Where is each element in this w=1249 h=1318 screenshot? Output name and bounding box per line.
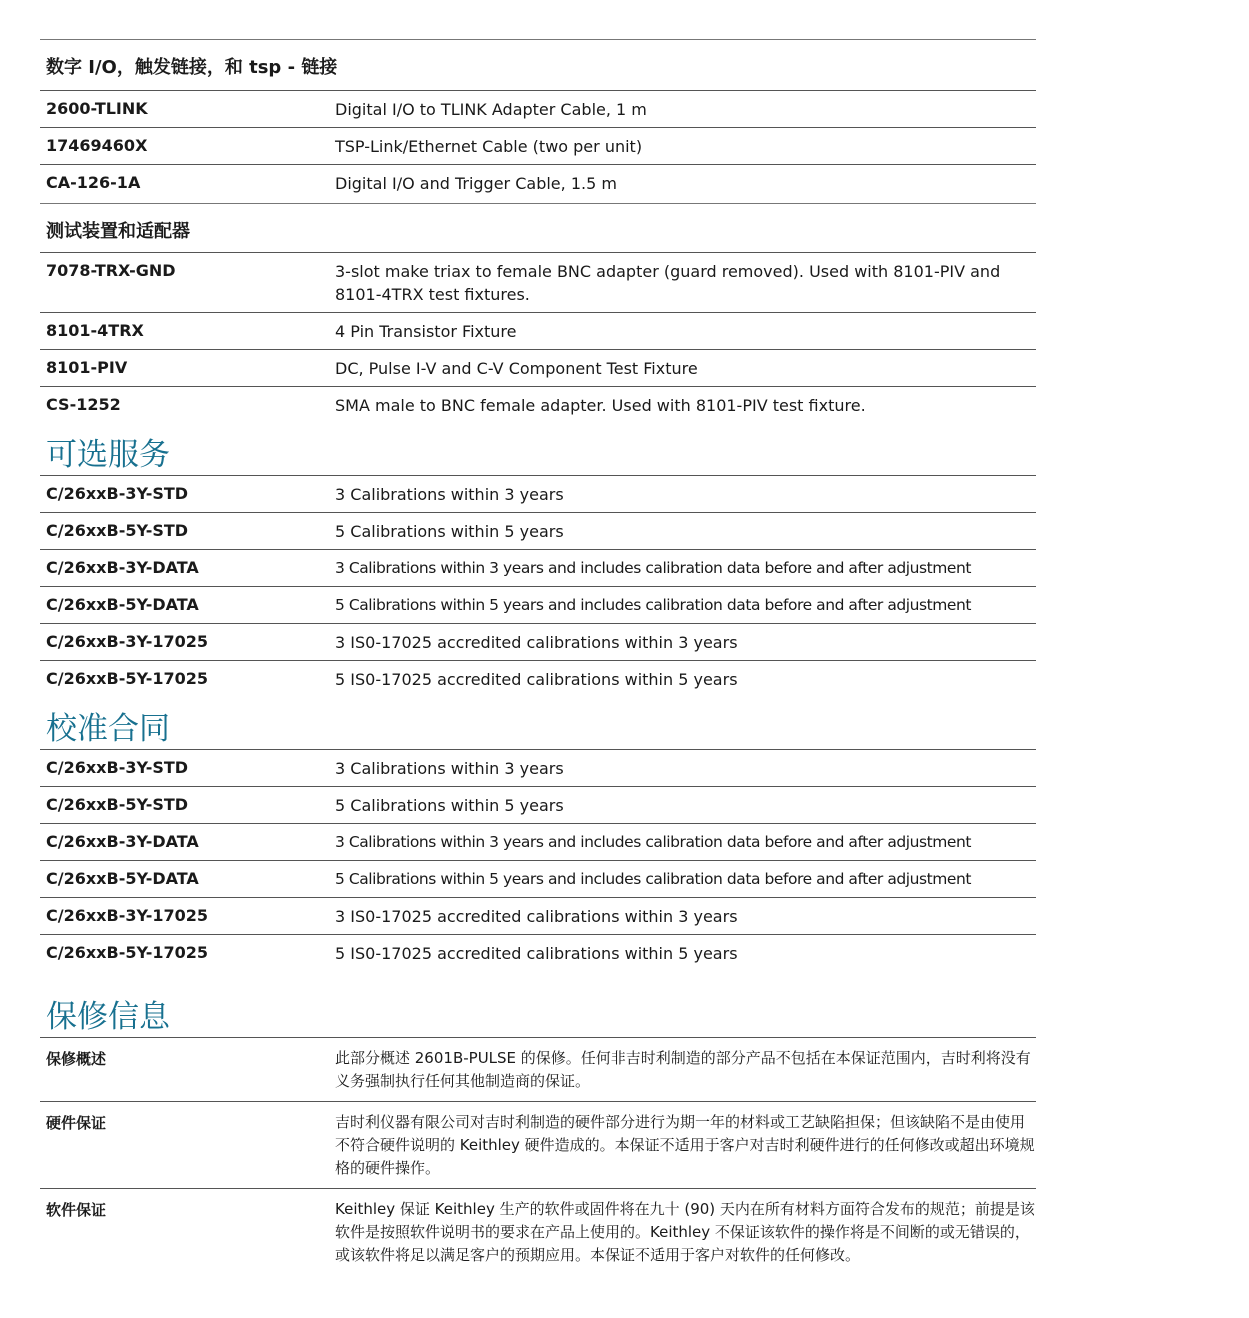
table-row — [40, 749, 1036, 786]
part-number: C/26xxB-3Y-DATA — [46, 558, 199, 577]
warranty-text: 吉时利仪器有限公司对吉时利制造的硬件部分进行为期一年的材料或工艺缺陷担保；但该缺陷不是由使用不符合硬件说明的 Keithley 硬件造成的。本保证不适用于客户对吉时利硬件进行的任何修改或超出环境规格的硬件操作。 — [335, 1113, 1035, 1177]
part-number: 2600-TLINK — [46, 99, 148, 118]
part-description: TSP-Link/Ethernet Cable (two per unit) — [335, 137, 643, 156]
warranty-row — [40, 1037, 1036, 1101]
warranty-label: 保修概述 — [46, 1050, 107, 1068]
part-number: 17469460X — [46, 136, 148, 155]
part-description: 3 IS0-17025 accredited calibrations within 3 years — [335, 907, 738, 926]
warranty-text: 此部分概述 2601B-PULSE 的保修。任何非吉时利制造的部分产品不包括在本保证范围内，吉时利将没有义务强制执行任何其他制造商的保证。 — [335, 1049, 1031, 1090]
part-number: C/26xxB-5Y-STD — [46, 521, 189, 540]
table-row — [40, 823, 1036, 860]
table-row — [40, 312, 1036, 349]
table-row — [40, 386, 1036, 423]
section-heading-optional-services: 可选服务 — [46, 437, 170, 473]
table-row — [40, 549, 1036, 586]
part-description: 4 Pin Transistor Fixture — [335, 322, 517, 341]
table-row — [40, 623, 1036, 660]
section-heading-calibration-contracts: 校准合同 — [46, 711, 170, 747]
section-title-fixtures: 测试装置和适配器 — [40, 203, 1036, 252]
part-number: C/26xxB-3Y-STD — [46, 758, 189, 777]
part-number: C/26xxB-5Y-STD — [46, 795, 189, 814]
part-description: 3 Calibrations within 3 years and includes calibration data before and after adjustment — [335, 559, 971, 577]
part-number: 8101-PIV — [46, 358, 128, 377]
part-description: 5 Calibrations within 5 years and includes calibration data before and after adjustment — [335, 870, 971, 888]
warranty-label: 硬件保证 — [46, 1114, 107, 1132]
part-description: 5 Calibrations within 5 years — [335, 522, 564, 541]
part-number: C/26xxB-5Y-17025 — [46, 669, 208, 688]
accessories-document — [40, 39, 1036, 1275]
part-description: SMA male to BNC female adapter. Used with 8101-PIV test fixture. — [335, 396, 866, 415]
part-number: C/26xxB-3Y-17025 — [46, 632, 208, 651]
part-description: 5 Calibrations within 5 years — [335, 796, 564, 815]
table-row — [40, 90, 1036, 127]
part-number: 7078-TRX-GND — [46, 261, 176, 280]
part-number: CA-126-1A — [46, 173, 141, 192]
table-row — [40, 252, 1036, 312]
warranty-row — [40, 1188, 1036, 1275]
part-description: 5 IS0-17025 accredited calibrations within 5 years — [335, 670, 738, 689]
table-row — [40, 786, 1036, 823]
part-description: 5 Calibrations within 5 years and includes calibration data before and after adjustment — [335, 596, 971, 614]
part-description: 5 IS0-17025 accredited calibrations within 5 years — [335, 944, 738, 963]
part-number: C/26xxB-3Y-DATA — [46, 832, 199, 851]
table-row — [40, 164, 1036, 201]
part-description: 3 IS0-17025 accredited calibrations within 3 years — [335, 633, 738, 652]
part-description: 3-slot make triax to female BNC adapter (guard removed). Used with 8101-PIV and 8101-4TRX test fixtures. — [335, 262, 1001, 304]
part-description: Digital I/O to TLINK Adapter Cable, 1 m — [335, 100, 647, 119]
warranty-row — [40, 1101, 1036, 1188]
table-row — [40, 934, 1036, 971]
section-heading-warranty: 保修信息 — [46, 999, 170, 1035]
part-number: CS-1252 — [46, 395, 121, 414]
part-number: C/26xxB-3Y-17025 — [46, 906, 208, 925]
part-description: DC, Pulse I-V and C-V Component Test Fixture — [335, 359, 698, 378]
part-number: C/26xxB-5Y-17025 — [46, 943, 208, 962]
part-number: C/26xxB-3Y-STD — [46, 484, 189, 503]
warranty-text: Keithley 保证 Keithley 生产的软件或固件将在九十 (90) 天内在所有材料方面符合发布的规范；前提是该软件是按照软件说明书的要求在产品上使用的。Keithley 不保证该软件的操作将是不间断的或无错误的，或该软件将足以满足客户的预期应用。本保证不适用于客户对软件的任何修改。 — [335, 1200, 1035, 1264]
section-title-digital-io: 数字 I/O，触发链接，和 tsp - 链接 — [40, 39, 1036, 90]
part-description: 3 Calibrations within 3 years — [335, 759, 564, 778]
table-row — [40, 860, 1036, 897]
part-number: C/26xxB-5Y-DATA — [46, 869, 199, 888]
warranty-label: 软件保证 — [46, 1201, 107, 1219]
part-number: C/26xxB-5Y-DATA — [46, 595, 199, 614]
table-row — [40, 586, 1036, 623]
table-row — [40, 897, 1036, 934]
table-row — [40, 127, 1036, 164]
part-description: 3 Calibrations within 3 years — [335, 485, 564, 504]
table-row — [40, 349, 1036, 386]
part-description: 3 Calibrations within 3 years and includes calibration data before and after adjustment — [335, 833, 971, 851]
table-row — [40, 660, 1036, 697]
table-row — [40, 512, 1036, 549]
table-row — [40, 475, 1036, 512]
part-number: 8101-4TRX — [46, 321, 144, 340]
part-description: Digital I/O and Trigger Cable, 1.5 m — [335, 174, 617, 193]
